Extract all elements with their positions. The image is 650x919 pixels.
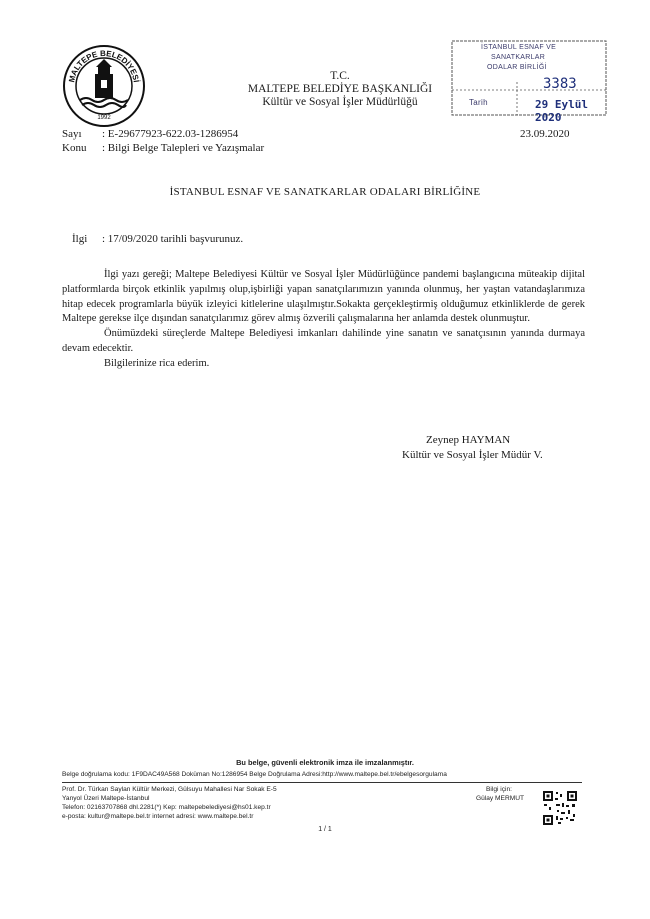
stamp-number: 3383 (543, 76, 577, 92)
stamp-date: 29 Eylül 2020 (535, 98, 588, 124)
signatory-name: Zeynep HAYMAN (426, 434, 511, 446)
ilgi-value: : 17/09/2020 tarihli başvurunuz. (102, 233, 244, 245)
org-line-directorate: Kültür ve Sosyal İşler Müdürlüğü (262, 96, 418, 108)
org-line-tc: T.C. (330, 70, 350, 82)
document-date: 23.09.2020 (520, 128, 570, 140)
stamp-org-line1: İSTANBUL ESNAF VE (481, 44, 557, 51)
phone-line: Telefon: 02163707868 dhl.2281(*) Kep: maltepebelediyesi@hs01.kep.tr (62, 804, 271, 811)
page-number: 1 / 1 (318, 826, 332, 833)
org-line-municipality: MALTEPE BELEDİYE BAŞKANLIĞI (247, 83, 433, 95)
info-label: Bilgi için: (486, 786, 513, 793)
info-name: Gülay MERMUT (476, 795, 524, 802)
body-paragraph-3: Bilgilerinize rica ederim. (104, 357, 210, 369)
ilgi-label: İlgi (72, 233, 88, 245)
municipality-logo (62, 44, 146, 128)
letter-body (62, 268, 585, 372)
received-stamp (451, 40, 607, 124)
address-line-1: Prof. Dr. Türkan Saylan Kültür Merkezi, Gülsuyu Mahallesi Nar Sokak E-5 (62, 786, 277, 793)
sayi-label: Sayı (62, 128, 82, 140)
verification-line: Belge doğrulama kodu: 1F9DAC49A568 Doküman No:1286954 Belge Doğrulama Adresi:http://www.maltepe.bel.tr/ebelgesorgulama (62, 771, 447, 778)
sayi-value: : E-29677923-622.03-1286954 (102, 128, 239, 140)
logo-ring-text: MALTEPE BELEDİYESİ (67, 48, 141, 84)
body-paragraph-2: Önümüzdeki süreçlerde Maltepe Belediyesi imkanları dahilinde yine sanatın ve sanatçısının yanında durmaya devam edecektir. (62, 328, 585, 354)
esign-notice: Bu belge, güvenli elektronik imza ile imzalanmıştır. (236, 758, 414, 767)
konu-value: : Bilgi Belge Talepleri ve Yazışmalar (102, 142, 265, 154)
konu-label: Konu (62, 142, 87, 154)
stamp-org-line2: SANATKARLAR (491, 54, 546, 61)
stamp-org-line3: ODALAR BİRLİĞİ (487, 64, 547, 71)
logo-year: 1992 (97, 115, 111, 121)
email-line: e-posta: kultur@maltepe.bel.tr internet adresi: www.maltepe.bel.tr (62, 813, 254, 820)
recipient: İSTANBUL ESNAF VE SANATKARLAR ODALARI BİRLİĞİNE (169, 186, 481, 198)
stamp-tarih-label: Tarih (469, 98, 488, 107)
address-line-2: Yanyol Üzeri Maltepe-İstanbul (62, 795, 150, 802)
signatory-title: Kültür ve Sosyal İşler Müdür V. (402, 449, 543, 461)
body-paragraph-1: İlgi yazı gereği; Maltepe Belediyesi Kültür ve Sosyal İşler Müdürlüğünce pandemi başlangıcına müteakip dijital platformlarda birçok etkinlik yapılmış olup,işbirliği yapan sanatçılarımızın yanında olunmuş, her yaştan vatandaşlarımıza hitap edecek programlarla büyük izleyici kitlelerine ulaşılmıştır.Sokakta gerçekleştirmiş olduğumuz etkinliklerde de gerek Maltepe gerekse ilçe dışından sanatçılarımız görev almış özverili çalışmalarına her anlamda destek olunmuştur. (62, 269, 585, 325)
footer-rule (62, 782, 582, 783)
qr-code (542, 790, 578, 826)
